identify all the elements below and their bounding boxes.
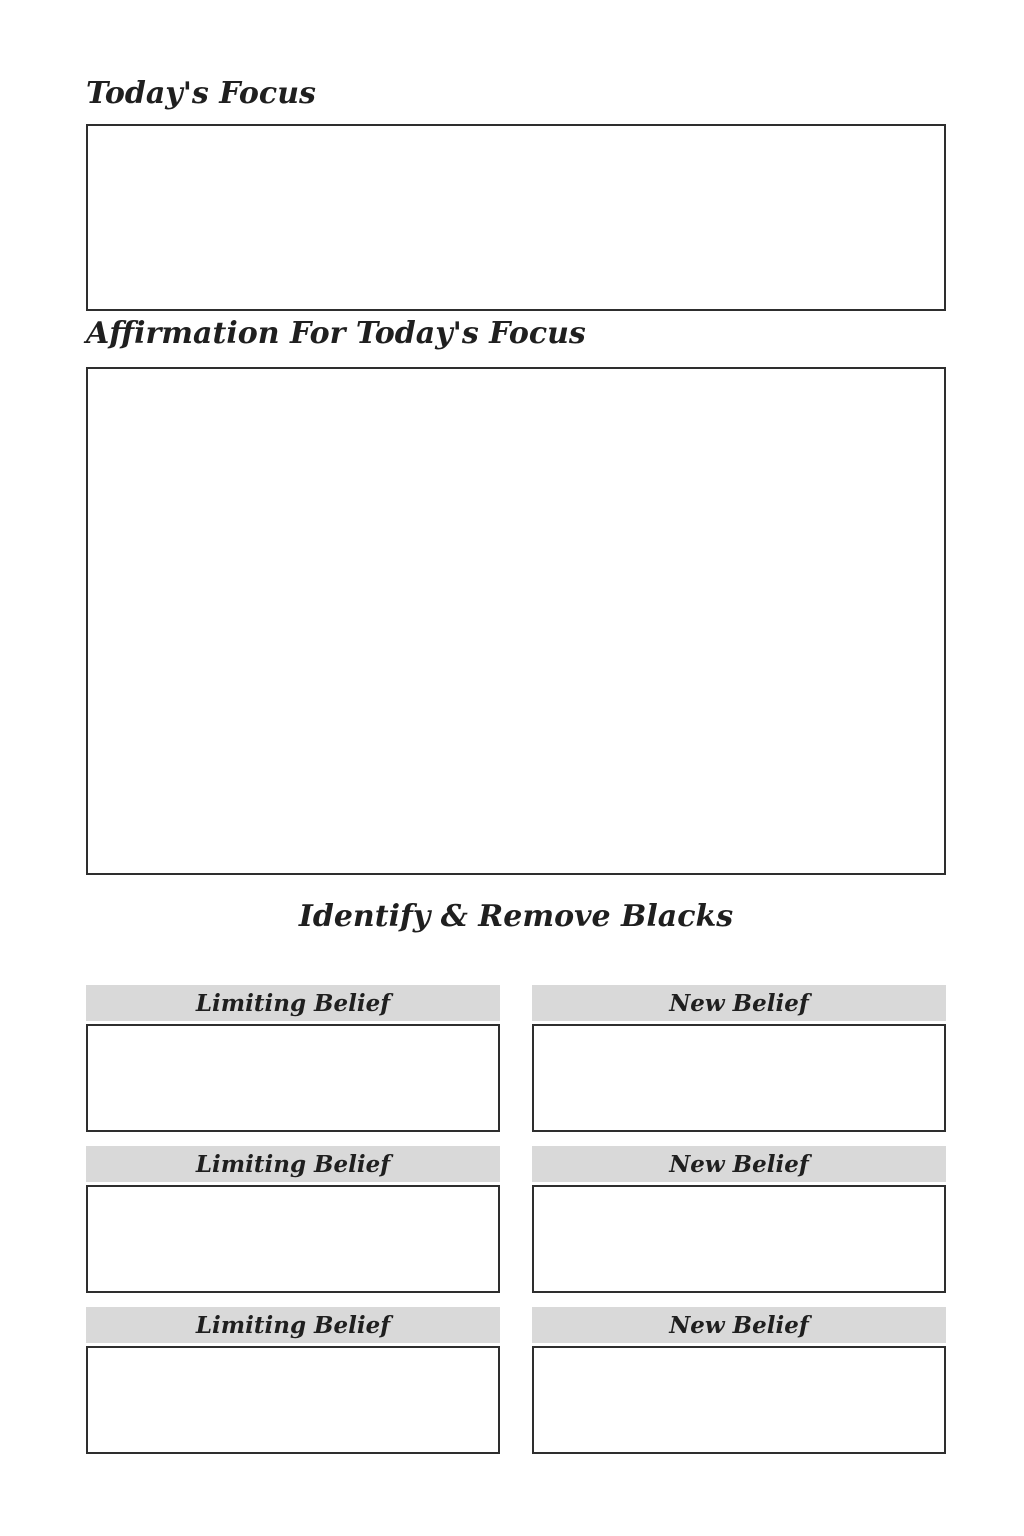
limiting-belief-input-1[interactable] <box>86 1024 500 1132</box>
limiting-belief-input-2[interactable] <box>86 1185 500 1293</box>
new-belief-header-1 <box>532 985 946 1021</box>
limiting-belief-label: Limiting Belief <box>195 1150 391 1178</box>
limiting-belief-label: Limiting Belief <box>195 1311 391 1339</box>
new-belief-input-3[interactable] <box>532 1346 946 1454</box>
new-belief-input-1[interactable] <box>532 1024 946 1132</box>
limiting-belief-header-3 <box>86 1307 500 1343</box>
affirmation-heading: Affirmation For Today's Focus <box>86 316 586 351</box>
new-belief-label: New Belief <box>669 989 809 1017</box>
new-belief-label: New Belief <box>669 1311 809 1339</box>
new-belief-label: New Belief <box>669 1150 809 1178</box>
affirmation-input-area[interactable] <box>86 367 946 875</box>
beliefs-section-heading: Identify & Remove Blacks <box>298 899 734 934</box>
limiting-belief-input-3[interactable] <box>86 1346 500 1454</box>
limiting-belief-label: Limiting Belief <box>195 989 391 1017</box>
limiting-belief-header-2 <box>86 1146 500 1182</box>
new-belief-header-3 <box>532 1307 946 1343</box>
limiting-belief-header-1 <box>86 985 500 1021</box>
focus-input-area[interactable] <box>86 124 946 311</box>
new-belief-header-2 <box>532 1146 946 1182</box>
new-belief-input-2[interactable] <box>532 1185 946 1293</box>
focus-heading: Today's Focus <box>86 76 316 111</box>
